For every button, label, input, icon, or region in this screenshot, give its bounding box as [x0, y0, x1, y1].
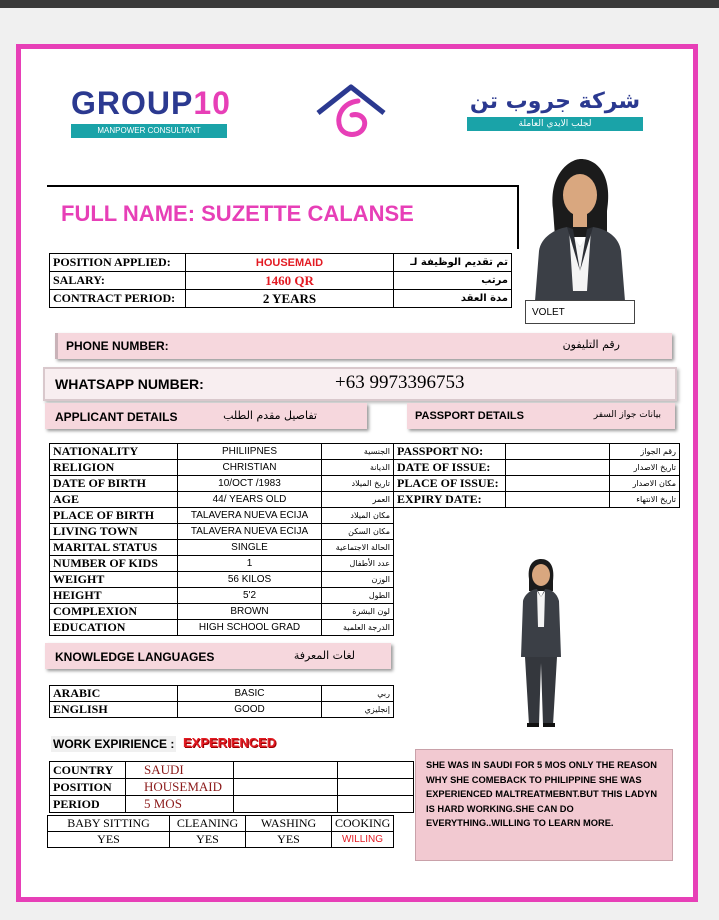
row-label: EXPIRY DATE:	[394, 492, 506, 508]
skill-label: WASHING	[246, 816, 332, 832]
table-row	[50, 460, 394, 476]
row-label-ar: الحالة الاجتماعية	[322, 540, 394, 556]
row-value: BROWN	[178, 604, 322, 620]
skill-value: YES	[246, 832, 332, 848]
table-row	[50, 444, 394, 460]
table-row	[50, 762, 414, 779]
empty-cell	[234, 779, 338, 796]
row-label-ar: الدرجة العلمية	[322, 620, 394, 636]
row-label-ar: الوزن	[322, 572, 394, 588]
skills-table	[47, 815, 394, 848]
full-name: FULL NAME: SUZETTE CALANSE	[61, 201, 414, 226]
row-label: NATIONALITY	[50, 444, 178, 460]
row-value: CHRISTIAN	[178, 460, 322, 476]
work-experience-value: EXPERIENCED	[183, 735, 277, 750]
contract-label-ar: مدة العقد	[394, 290, 512, 308]
phone-label: PHONE NUMBER:	[66, 339, 169, 353]
row-label: PLACE OF BIRTH	[50, 508, 178, 524]
table-row	[50, 796, 414, 813]
row-label: WEIGHT	[50, 572, 178, 588]
applicant-full-photo	[481, 557, 601, 729]
languages-label: KNOWLEDGE LANGUAGES	[55, 650, 215, 664]
whatsapp-number: +63 9973396753	[335, 372, 465, 393]
row-label-ar: تاريخ الانتهاء	[610, 492, 680, 508]
salary-value: 1460 QR	[186, 272, 394, 290]
languages-table	[49, 685, 394, 718]
table-row	[50, 620, 394, 636]
remarks-text: SHE WAS IN SAUDI FOR 5 MOS ONLY THE REASON WHY SHE COMEBACK TO PHILIPPINE SHE WAS EXPERIENCED MALTREATMEBNT.BUT THIS LADYN IS HARD WORKING.SHE CAN DO EVERYTHING..WILLING TO LEARN MORE.	[426, 760, 658, 828]
salary-label-ar: مرتب	[394, 272, 512, 290]
row-label: DATE OF BIRTH	[50, 476, 178, 492]
work-experience-label: WORK EXPIRIENCE :	[53, 737, 175, 751]
row-value	[506, 444, 610, 460]
row-value	[506, 476, 610, 492]
arabic-logo	[467, 89, 643, 131]
work-row-value: SAUDI	[126, 762, 234, 779]
passport-details-label-ar: بيانات جواز السفر	[593, 410, 661, 420]
table-row	[394, 444, 680, 460]
applicant-details-label: APPLICANT DETAILS	[55, 410, 178, 424]
row-label: ARABIC	[50, 686, 178, 702]
row-label-ar: ربي	[322, 686, 394, 702]
skill-label: BABY SITTING	[48, 816, 170, 832]
photo-caption: VOLET	[525, 300, 635, 324]
row-label-ar: مكان الميلاد	[322, 508, 394, 524]
work-row-label: COUNTRY	[50, 762, 126, 779]
contract-value: 2 YEARS	[186, 290, 394, 308]
logo-tagline: MANPOWER CONSULTANT	[71, 124, 227, 138]
row-value	[506, 460, 610, 476]
row-value: PHILIIPNES	[178, 444, 322, 460]
row-label: EDUCATION	[50, 620, 178, 636]
position-label: POSITION APPLIED:	[50, 254, 186, 272]
row-label: MARITAL STATUS	[50, 540, 178, 556]
row-value: HIGH SCHOOL GRAD	[178, 620, 322, 636]
table-row	[50, 779, 414, 796]
row-value: 44/ YEARS OLD	[178, 492, 322, 508]
row-label: AGE	[50, 492, 178, 508]
empty-cell	[234, 796, 338, 813]
work-row-value: HOUSEMAID	[126, 779, 234, 796]
table-row	[50, 524, 394, 540]
row-label-ar: العمر	[322, 492, 394, 508]
table-row	[50, 588, 394, 604]
table-row	[50, 272, 512, 290]
row-label-ar: مكان السكن	[322, 524, 394, 540]
skills-value-row	[48, 832, 394, 848]
row-label: NUMBER OF KIDS	[50, 556, 178, 572]
row-value: 56 KILOS	[178, 572, 322, 588]
row-label: ENGLISH	[50, 702, 178, 718]
row-label: RELIGION	[50, 460, 178, 476]
skill-value: YES	[48, 832, 170, 848]
row-label: PLACE OF ISSUE:	[394, 476, 506, 492]
row-value: SINGLE	[178, 540, 322, 556]
row-value: 1	[178, 556, 322, 572]
empty-cell	[338, 762, 414, 779]
row-value: TALAVERA NUEVA ECIJA	[178, 524, 322, 540]
table-row	[50, 702, 394, 718]
skills-header-row	[48, 816, 394, 832]
remarks-box	[415, 749, 673, 861]
work-row-label: PERIOD	[50, 796, 126, 813]
applicant-full-body-icon	[481, 557, 601, 729]
row-value	[506, 492, 610, 508]
position-table	[49, 253, 512, 308]
table-row	[50, 572, 394, 588]
table-row	[50, 604, 394, 620]
passport-table	[393, 443, 680, 508]
applicant-photo	[521, 151, 639, 301]
table-row	[394, 492, 680, 508]
row-label-ar: رقم الجواز	[610, 444, 680, 460]
salary-label: SALARY:	[50, 272, 186, 290]
arabic-logo-title: شركة جروب تن	[469, 89, 641, 114]
empty-cell	[338, 796, 414, 813]
row-label-ar: تاريخ الميلاد	[322, 476, 394, 492]
applicant-details-table	[49, 443, 394, 636]
row-label: COMPLEXION	[50, 604, 178, 620]
phone-bar	[55, 333, 672, 359]
languages-header	[45, 643, 391, 669]
work-row-value: 5 MOS	[126, 796, 234, 813]
group10-logo	[71, 85, 231, 138]
languages-label-ar: لغات المعرفة	[293, 649, 355, 662]
applicant-details-label-ar: تفاصيل مقدم الطلب	[223, 409, 317, 422]
table-row	[394, 476, 680, 492]
row-value: 10/OCT /1983	[178, 476, 322, 492]
skill-value: YES	[170, 832, 246, 848]
applicant-details-header	[45, 403, 367, 429]
applicant-portrait-icon	[521, 151, 639, 301]
whatsapp-bar	[43, 367, 677, 401]
row-label-ar: الطول	[322, 588, 394, 604]
row-value: 5'2	[178, 588, 322, 604]
skill-label: CLEANING	[170, 816, 246, 832]
arabic-logo-tagline: لجلب الايدي العاملة	[467, 117, 643, 131]
row-label: DATE OF ISSUE:	[394, 460, 506, 476]
table-row	[50, 508, 394, 524]
skill-value: WILLING	[332, 832, 394, 848]
row-label-ar: لون البشرة	[322, 604, 394, 620]
position-value: HOUSEMAID	[186, 254, 394, 272]
logo-group-text: GROUP	[71, 85, 194, 121]
empty-cell	[234, 762, 338, 779]
row-label-ar: مكان الاصدار	[610, 476, 680, 492]
work-row-label: POSITION	[50, 779, 126, 796]
passport-details-header	[407, 403, 675, 429]
row-label-ar: الديانة	[322, 460, 394, 476]
contract-label: CONTRACT PERIOD:	[50, 290, 186, 308]
row-label-ar: تاريخ الاصدار	[610, 460, 680, 476]
work-experience-header	[49, 733, 307, 755]
row-value: GOOD	[178, 702, 322, 718]
skill-label: COOKING	[332, 816, 394, 832]
table-row	[50, 290, 512, 308]
passport-details-label: PASSPORT DETAILS	[415, 410, 524, 422]
row-value: TALAVERA NUEVA ECIJA	[178, 508, 322, 524]
row-label: HEIGHT	[50, 588, 178, 604]
row-label: PASSPORT NO:	[394, 444, 506, 460]
row-label-ar: إنجليزي	[322, 702, 394, 718]
row-label-ar: عدد الأطفال	[322, 556, 394, 572]
group10-emblem-icon	[314, 83, 388, 141]
table-row	[50, 540, 394, 556]
table-row	[50, 686, 394, 702]
cv-page	[16, 44, 698, 902]
row-label: LIVING TOWN	[50, 524, 178, 540]
table-row	[50, 556, 394, 572]
work-table	[49, 761, 414, 813]
row-label-ar: الجنسية	[322, 444, 394, 460]
full-name-box	[47, 185, 519, 249]
phone-label-ar: رقم التليفون	[562, 338, 620, 351]
logo-number-text: 10	[193, 85, 231, 121]
window-top-bar	[0, 0, 719, 8]
table-row	[50, 492, 394, 508]
table-row	[50, 476, 394, 492]
whatsapp-label: WHATSAPP NUMBER:	[55, 376, 204, 392]
table-row	[50, 254, 512, 272]
table-row	[394, 460, 680, 476]
position-label-ar: تم تقديم الوظيفة لـ	[394, 254, 512, 272]
row-value: BASIC	[178, 686, 322, 702]
empty-cell	[338, 779, 414, 796]
